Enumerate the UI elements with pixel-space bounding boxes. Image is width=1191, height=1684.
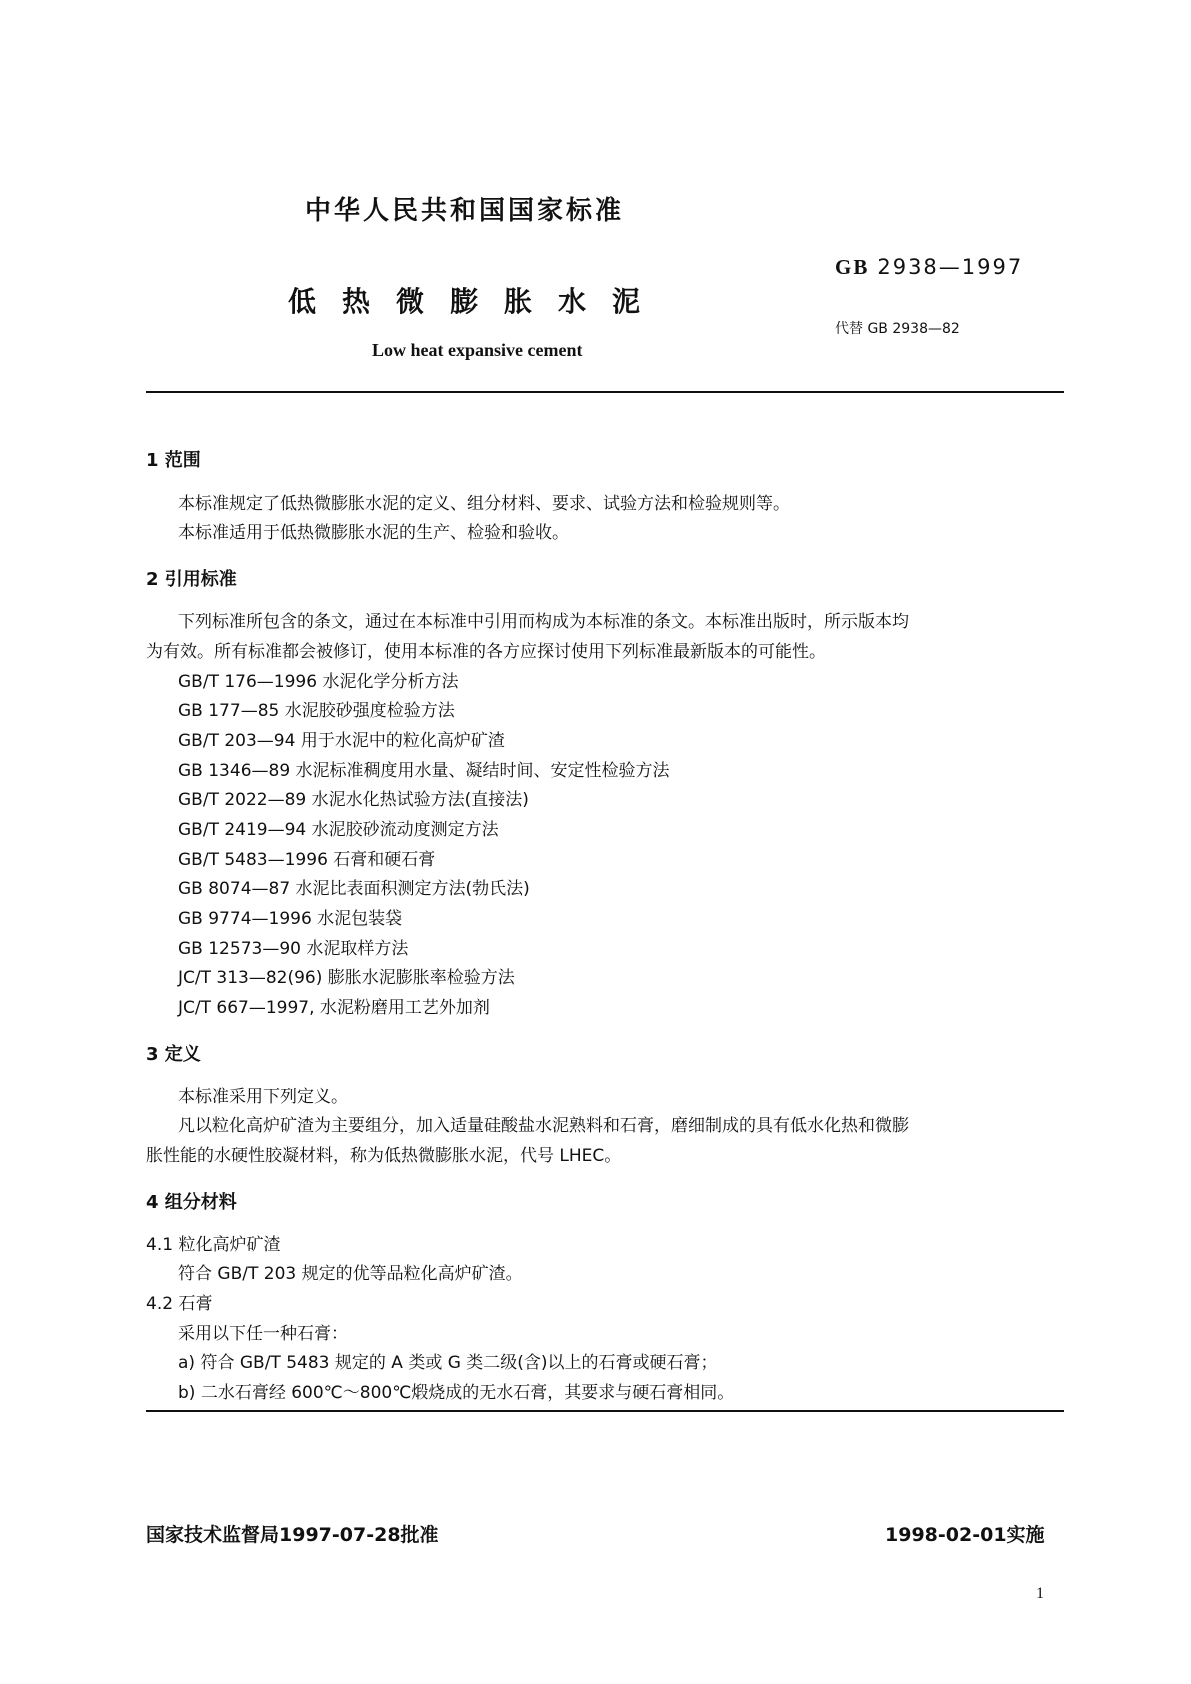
paragraph: 符合 GB/T 203 规定的优等品粒化高炉矿渣。: [178, 1264, 523, 1284]
reference-item: GB/T 5483—1996 石膏和硬石膏: [178, 850, 436, 870]
reference-item: GB 1346—89 水泥标准稠度用水量、凝结时间、安定性检验方法: [178, 761, 670, 781]
document-title-en: Low heat expansive cement: [372, 340, 583, 360]
section-heading: 2 引用标准: [146, 569, 237, 590]
section-heading: 4 组分材料: [146, 1192, 237, 1213]
reference-item: GB/T 203—94 用于水泥中的粒化高炉矿渣: [178, 731, 505, 751]
paragraph: 采用以下任一种石膏：: [178, 1324, 348, 1344]
reference-item: GB/T 176—1996 水泥化学分析方法: [178, 672, 459, 692]
section-heading: 3 定义: [146, 1044, 201, 1065]
reference-item: GB 177—85 水泥胶砂强度检验方法: [178, 701, 455, 721]
reference-item: JC/T 667—1997, 水泥粉磨用工艺外加剂: [178, 998, 490, 1018]
footer-divider: [146, 1410, 1064, 1412]
paragraph: 胀性能的水硬性胶凝材料，称为低热微膨胀水泥，代号 LHEC。: [146, 1146, 622, 1166]
header-divider: [146, 391, 1064, 393]
standard-prefix: GB: [835, 255, 870, 279]
document-title-cn: 低热微膨胀水泥: [288, 285, 667, 318]
paragraph: 为有效。所有标准都会被修订，使用本标准的各方应探讨使用下列标准最新版本的可能性。: [146, 642, 826, 662]
reference-item: GB 9774—1996 水泥包装袋: [178, 909, 403, 929]
reference-item: GB/T 2419—94 水泥胶砂流动度测定方法: [178, 820, 499, 840]
paragraph: 本标准规定了低热微膨胀水泥的定义、组分材料、要求、试验方法和检验规则等。: [178, 494, 790, 514]
standard-number: 2938—1997: [877, 255, 1024, 279]
reference-item: GB 12573—90 水泥取样方法: [178, 939, 409, 959]
reference-item: JC/T 313—82(96) 膨胀水泥膨胀率检验方法: [178, 968, 515, 988]
replaces-note: 代替 GB 2938—82: [835, 321, 960, 337]
effective-date: 1998-02-01实施: [885, 1524, 1045, 1546]
list-item: a) 符合 GB/T 5483 规定的 A 类或 G 类二级(含)以上的石膏或硬石膏；: [178, 1353, 718, 1373]
paragraph: 凡以粒化高炉矿渣为主要组分，加入适量硅酸盐水泥熟料和石膏，磨细制成的具有低水化热和微膨: [178, 1116, 909, 1136]
reference-item: GB 8074—87 水泥比表面积测定方法(勃氏法): [178, 879, 530, 899]
paragraph: 下列标准所包含的条文，通过在本标准中引用而构成为本标准的条文。本标准出版时，所示版本均: [178, 612, 909, 632]
approval-info: 国家技术监督局1997-07-28批准: [146, 1524, 439, 1546]
page-number: 1: [1036, 1585, 1044, 1602]
paragraph: 本标准采用下列定义。: [178, 1087, 348, 1107]
standard-code: [835, 255, 1023, 280]
section-heading: 1 范围: [146, 450, 201, 471]
paragraph: 本标准适用于低热微膨胀水泥的生产、检验和验收。: [178, 523, 569, 543]
subsection-heading: 4.2 石膏: [146, 1294, 213, 1314]
reference-item: GB/T 2022—89 水泥水化热试验方法(直接法): [178, 790, 529, 810]
country-standard-title: 中华人民共和国国家标准: [305, 196, 625, 226]
subsection-heading: 4.1 粒化高炉矿渣: [146, 1235, 281, 1255]
list-item: b) 二水石膏经 600℃～800℃煅烧成的无水石膏，其要求与硬石膏相同。: [178, 1383, 735, 1403]
